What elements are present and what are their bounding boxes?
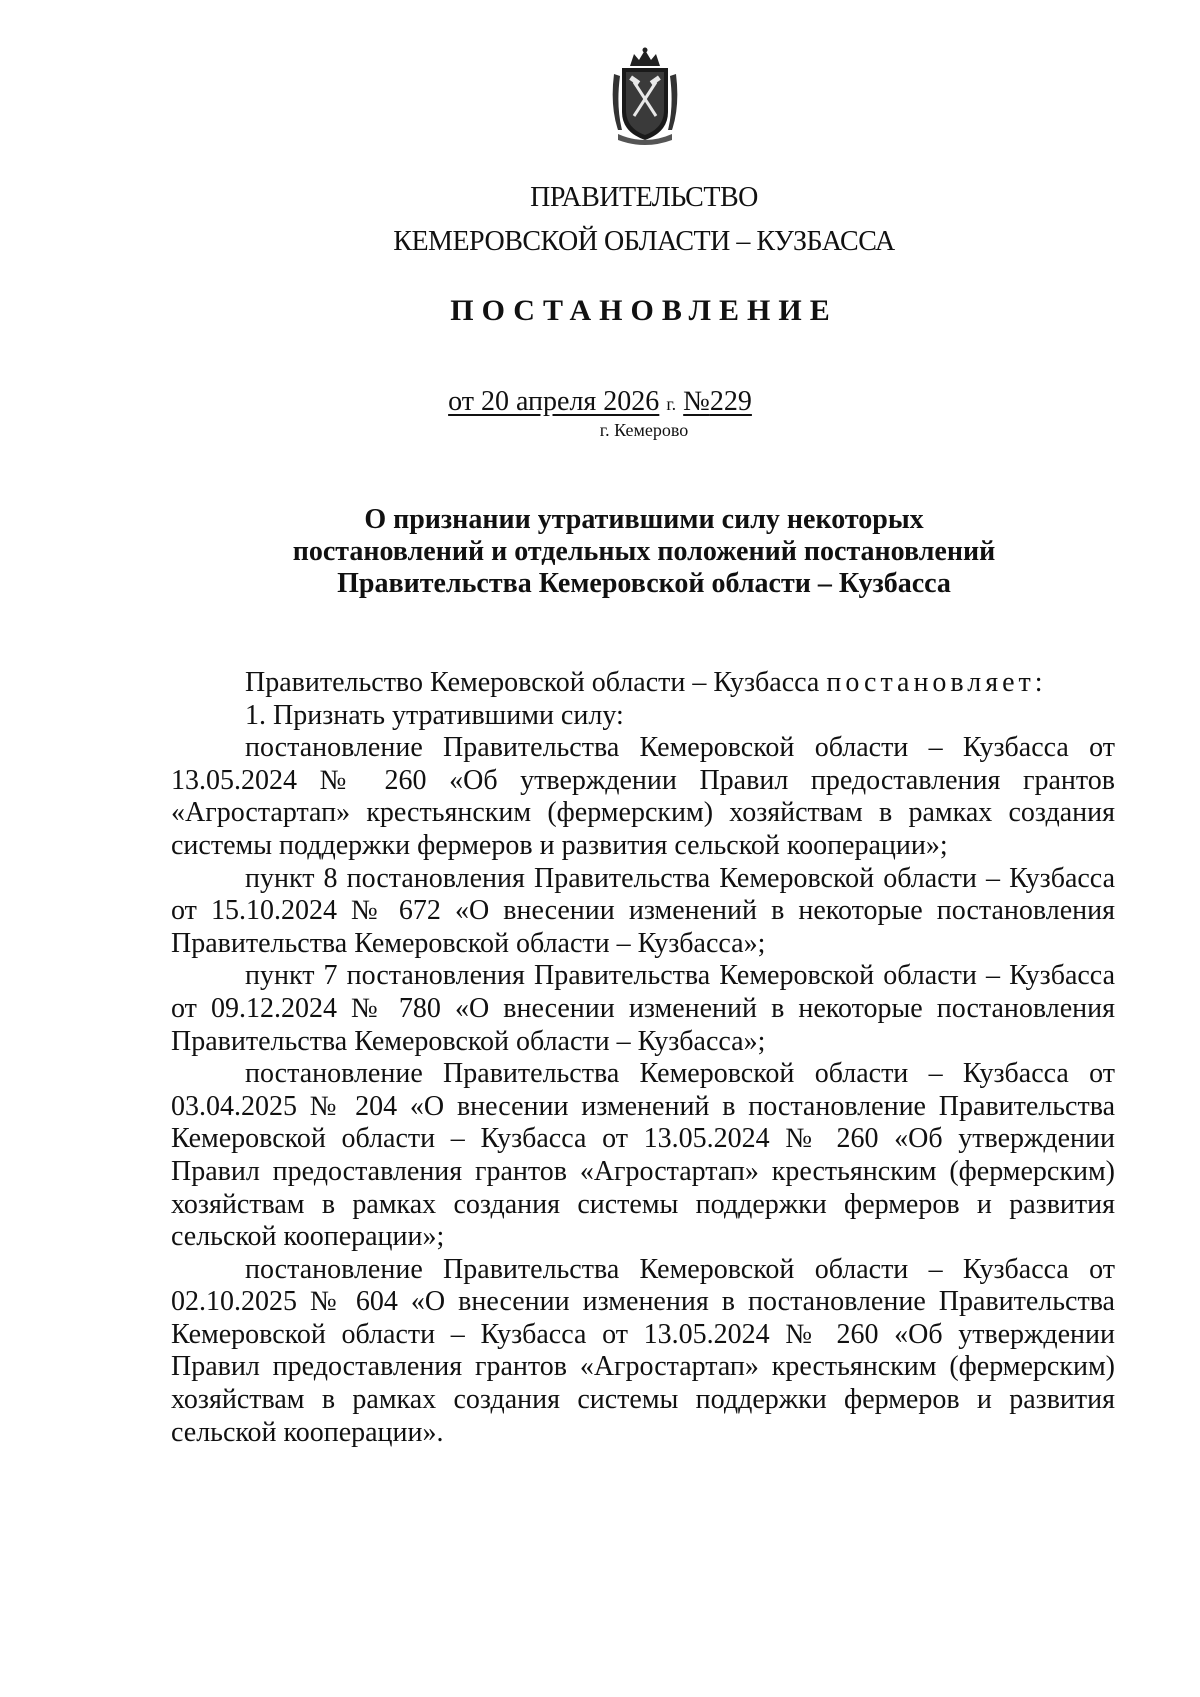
year-suffix: г. [666, 394, 677, 414]
body-paragraph: постановление Правительства Кемеровской области – Кузбасса от 03.04.2025 № 204 «О внесении изменений в постановление Правительства Кемеровской области – Кузбасса от 13.05.2024 № 260 «Об утверждении Правил предоставления грантов «Агростартап» крестьянским (фермерским) хозяйствам в рамках создания системы поддержки фермеров и развития сельской кооперации»; [171, 1058, 1115, 1253]
city-label: г. Кемерово [599, 420, 689, 440]
preamble [171, 667, 1115, 700]
subject-line-2: постановлений и отдельных положений постановлений [292, 536, 996, 567]
date-number-line [0, 386, 1200, 418]
kuzbass-coat-of-arms-icon [608, 46, 682, 146]
preamble-text: Правительство Кемеровской области – Кузбасса [245, 667, 827, 698]
subject-line-1: О признании утратившими силу некоторых [364, 504, 924, 535]
body-paragraph: пункт 7 постановления Правительства Кемеровской области – Кузбасса от 09.12.2024 № 780 «О внесении изменений в некоторые постановления Правительства Кемеровской области – Кузбасса»; [171, 960, 1115, 1057]
item-1: 1. Признать утратившими силу: [245, 699, 624, 731]
decree-number: 229 [709, 386, 752, 417]
body-paragraph: пункт 8 постановления Правительства Кемеровской области – Кузбасса от 15.10.2024 № 672 «О внесении изменений в некоторые постановления Правительства Кемеровской области – Кузбасса»; [171, 862, 1115, 959]
org-name-line2: КЕМЕРОВСКОЙ ОБЛАСТИ – КУЗБАССА [393, 226, 895, 257]
subject-line-3: Правительства Кемеровской области – Кузбасса [337, 568, 951, 599]
preamble-verb: постановляет: [826, 667, 1047, 698]
document-subject [44, 504, 1200, 600]
decree-date: от 20 апреля 2026 [448, 386, 660, 417]
body-paragraph: постановление Правительства Кемеровской области – Кузбасса от 02.10.2025 № 604 «О внесении изменения в постановление Правительства Кемеровской области – Кузбасса от 13.05.2024 № 260 «Об утверждении Правил предоставления грантов «Агростартап» крестьянским (фермерским) хозяйствам в рамках создания системы поддержки фермеров и развития сельской кооперации». [171, 1253, 1115, 1448]
org-name-line1: ПРАВИТЕЛЬСТВО [530, 182, 758, 213]
body-paragraph: постановление Правительства Кемеровской области – Кузбасса от 13.05.2024 № 260 «Об утверждении Правил предоставления грантов «Агростартап» крестьянским (фермерским) хозяйствам в рамках создания системы поддержки фермеров и развития сельской кооперации»; [171, 732, 1115, 861]
document-type-title: ПОСТАНОВЛЕНИЕ [450, 294, 838, 327]
document-body [171, 667, 1115, 1449]
number-sign: № [683, 386, 710, 417]
